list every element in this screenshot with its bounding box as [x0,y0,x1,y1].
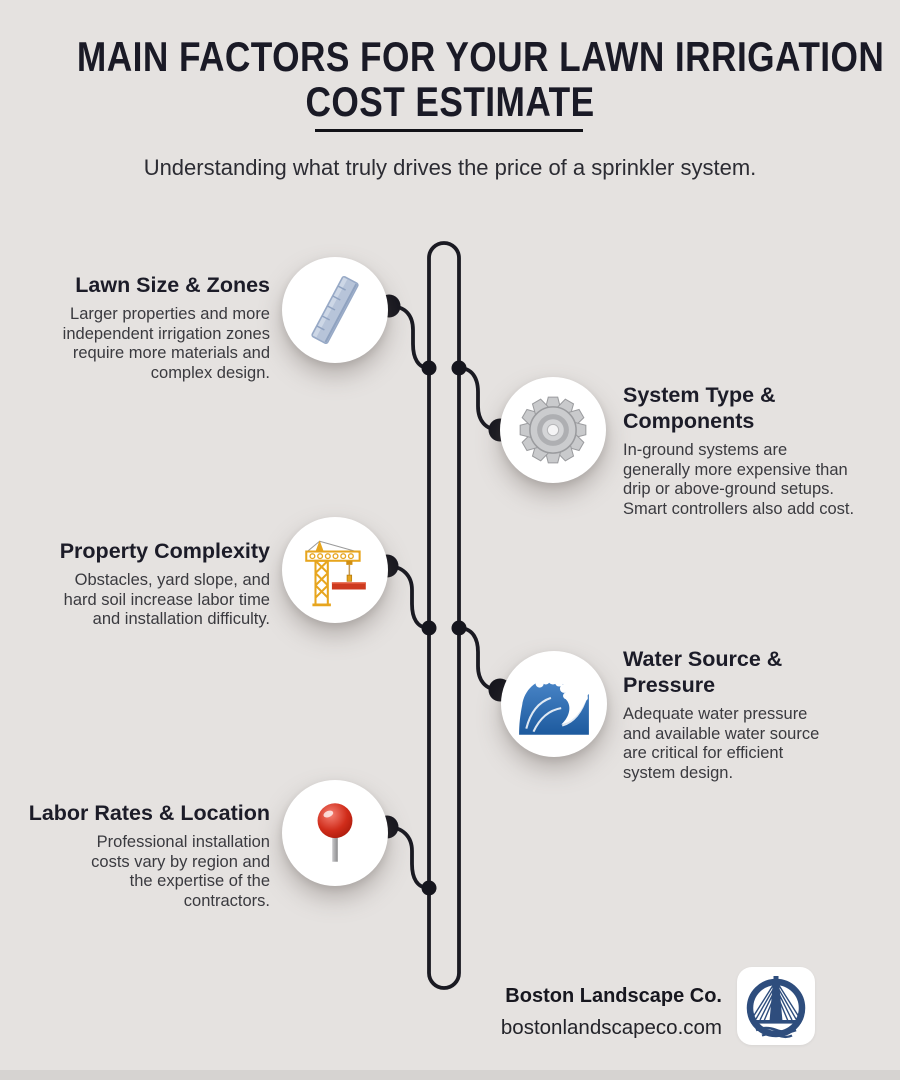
item-icon-circle-3 [282,517,388,623]
page-title [0,34,900,124]
page-subtitle: Understanding what truly drives the price of a sprinkler system. [143,155,757,180]
pin-icon [296,794,374,872]
spine-capsule [429,243,459,988]
website-url: bostonlandscapeco.com [500,1016,722,1039]
spine-dot-2 [452,361,467,376]
item-icon-circle-2 [500,377,606,483]
title-divider [315,129,583,132]
item-4 [623,646,875,783]
item-2 [623,382,875,519]
spine-dot-4 [452,621,467,636]
footer [400,985,722,1040]
item-2-heading: System Type & Components [623,383,776,433]
item-4-heading: Water Source & Pressure [623,647,783,697]
spine-dot-1 [422,361,437,376]
company-logo [737,967,815,1045]
item-1 [20,272,270,383]
connector-4 [459,628,500,690]
connector-5 [387,827,429,888]
item-3-heading: Property Complexity [59,539,270,563]
page-title-line2: COST ESTIMATE [305,78,595,125]
ruler-icon [296,271,374,349]
item-icon-circle-5 [282,780,388,886]
item-3 [20,538,270,630]
item-icon-circle-1 [282,257,388,363]
spine-dot-5 [422,881,437,896]
item-5 [20,800,270,911]
item-5-heading: Labor Rates & Location [28,801,270,825]
company-name: Boston Landscape Co. [505,985,722,1007]
connector-2 [459,368,500,430]
item-4-description: Adequate water pressure and available water source are critical for efficient system design. [623,705,820,782]
item-2-description: In-ground systems are generally more expensive than drip or above-ground setups. Smart controllers also add cost. [623,441,855,518]
gear-icon [514,391,592,469]
item-1-heading: Lawn Size & Zones [75,273,270,297]
crane-icon [296,531,374,609]
wave-icon [515,665,593,743]
bridge-logo-icon [737,967,815,1045]
item-5-description: Professional installation costs vary by region and the expertise of the contractors. [91,833,270,910]
page-title-line1: MAIN FACTORS FOR YOUR LAWN IRRIGATION [76,33,885,80]
item-icon-circle-4 [501,651,607,757]
item-1-description: Larger properties and more independent irrigation zones require more materials and complex design. [62,305,270,382]
spine-dot-3 [422,621,437,636]
connector-1 [389,306,429,368]
item-3-description: Obstacles, yard slope, and hard soil increase labor time and installation difficulty. [63,571,270,628]
bottom-edge-strip [0,1070,900,1080]
connector-3 [387,566,429,628]
